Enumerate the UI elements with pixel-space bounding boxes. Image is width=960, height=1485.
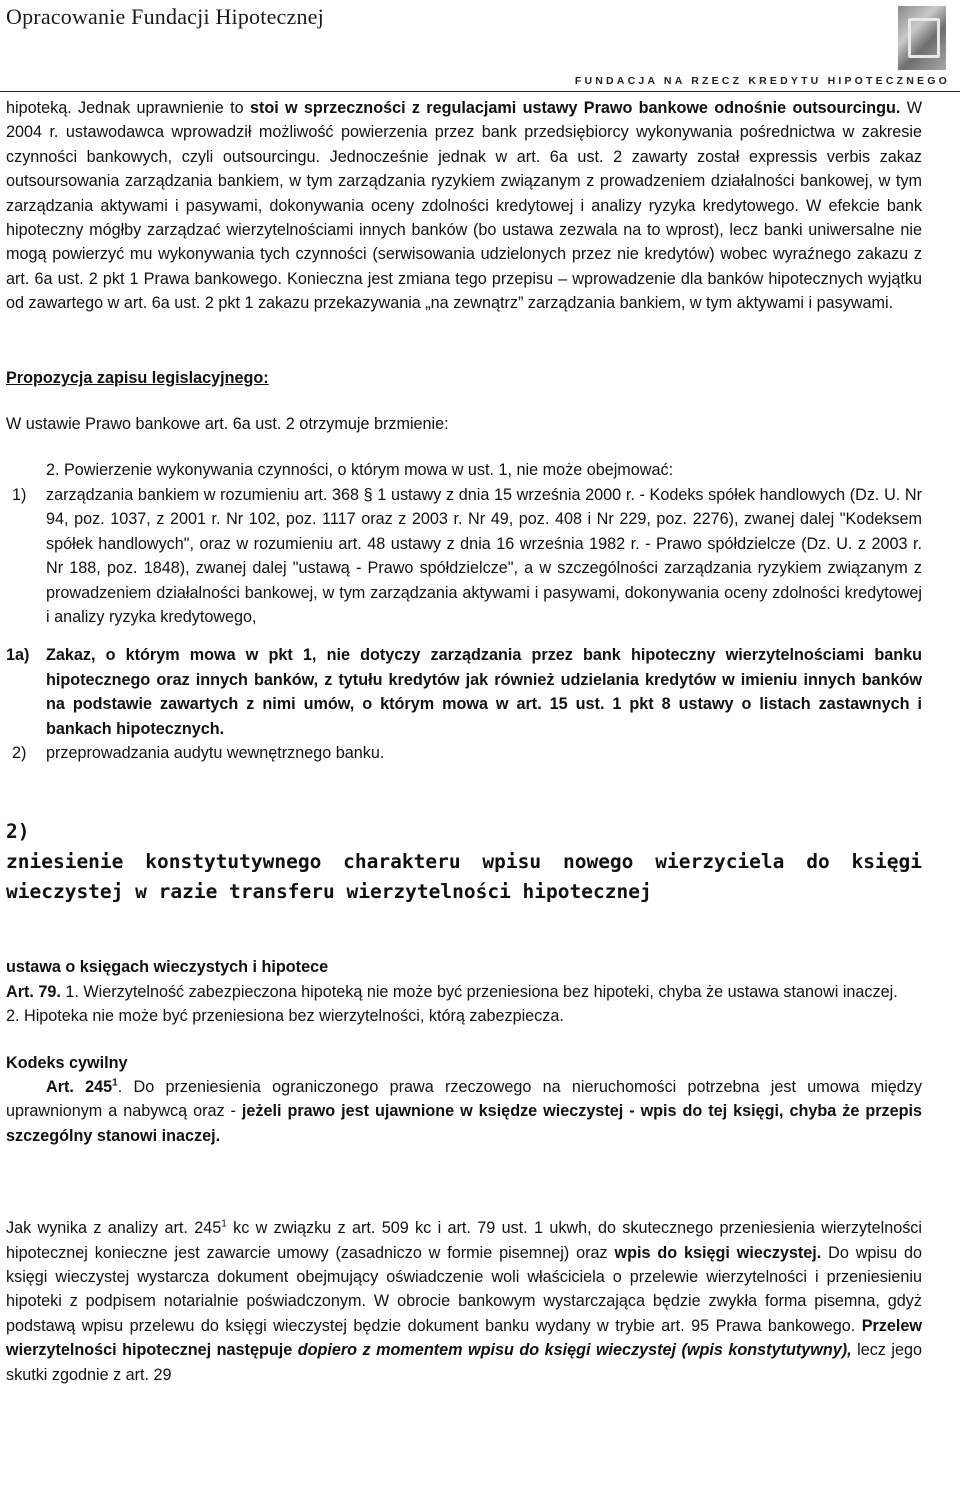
- foundation-name: FUNDACJA NA RZECZ KREDYTU HIPOTECZNEGO: [574, 75, 950, 87]
- bold-text: stoi w sprzeczności z regulacjami ustawy Prawo bankowe odnośnie outsourcingu.: [249, 99, 901, 117]
- list-intro: 2. Powierzenie wykonywania czynności, o którym mowa w ust. 1, nie może obejmować:: [46, 461, 674, 480]
- kw-point2: 2. Hipoteka nie może być przeniesiona bez wierzytelności, którą zabezpiecza.: [6, 1007, 564, 1026]
- paragraph-analysis: [6, 1216, 922, 1387]
- list-text: Zakaz, o którym mowa w pkt 1, nie dotyczy zarządzania przez bank hipoteczny wierzytelnościami banku hipotecznego oraz innych banków, z tytułu kredytów jak również udzielania kredytów w imieniu innych banków na podstawie zawartych z nimi umów, o którym mowa w art. 15 ust. 1 pkt 8 ustawy o listach zastawnych i bankach hipotecznych.: [46, 646, 922, 738]
- text: W 2004 r. ustawodawca wprowadził możliwość powierzenia przez bank przedsiębiorcy wykonywania pośrednictwa w zakresie czynności bankowych, czyli outsourcingu. Jednocześnie jednak w art. 6a ust. 2 zawarty został expressis verbis zakaz outsoursowania zarządzania bankiem, w tym zarządzania ryzykiem związanym z prowadzeniem działalności bankowej, w tym zarządzania aktywami i pasywami, dokonywania oceny zdolności kredytowej i analizy ryzyka kredytowego. W efekcie bank hipoteczny mógłby zarządzać wierzytelnościami innych banków (bo ustawa zezwala na to wprost), lecz banki uniwersalne nie mogą powierzyć mu wykonywania tych czynności (serwisowania udzielonych przez nie kredytów) wobec wyraźnego zakazu z art. 6a ust. 2 pkt 1 Prawa bankowego. Konieczna jest zmiana tego przepisu – wprowadzenie dla banków hipotecznych wyjątku od zawartego w art. 6a ust. 2 pkt 1 zakazu przekazywania „na zewnątrz” zarządzania bankiem, w tym aktywami i pasywami.: [6, 99, 922, 313]
- text: kc w związku z art. 509 kc i art. 79 ust. 1 ukwh, do skutecznego przeniesienia wierzytelności hipotecznej konieczne jest zawarcie umowy (zasadniczo w formie pisemnej) oraz: [6, 1219, 922, 1262]
- list-number: 1): [12, 485, 27, 504]
- list-number: 2): [12, 743, 27, 762]
- art-label: Art. 79.: [6, 982, 61, 1001]
- bold-text: Przelew wierzytelności hipotecznej następuje: [6, 1316, 922, 1360]
- list-item: [6, 643, 922, 741]
- proposal-heading: Propozycja zapisu legislacyjnego:: [6, 368, 269, 387]
- text: lecz jego skutki zgodnie z art. 29: [6, 1341, 922, 1384]
- text: hipoteką. Jednak uprawnienie to: [6, 99, 250, 117]
- list-item: [6, 741, 922, 765]
- header-rule: [0, 91, 960, 92]
- text: Jak wynika z analizy art. 245: [6, 1219, 222, 1238]
- kc-art245: [6, 1075, 922, 1148]
- document-body: [6, 96, 922, 1387]
- bold-text: jeżeli prawo jest ujawnione w księdze wieczystej - wpis do tej księgi, chyba że przepis szczególny stanowi inaczej.: [6, 1102, 923, 1145]
- section-title: zniesienie konstytutywnego charakteru wpisu nowego wierzyciela do księgi wieczystej w razie transferu wierzytelności hipotecznej: [6, 850, 922, 904]
- paragraph-outsourcing: [6, 96, 922, 316]
- list-number: 1a): [6, 646, 30, 665]
- proposal-intro: W ustawie Prawo bankowe art. 6a ust. 2 otrzymuje brzmienie:: [6, 415, 449, 434]
- text: . Do przeniesienia ograniczonego prawa rzeczowego na nieruchomości potrzebna jest umowa między uprawnionym a nabywcą oraz -: [6, 1077, 922, 1121]
- text: 1. Wierzytelność zabezpieczona hipoteką nie może być przeniesiona bez hipoteki, chyba że ustawa stanowi inaczej.: [60, 982, 898, 1001]
- kw-art79: [6, 980, 922, 1004]
- foundation-logo: [898, 6, 946, 70]
- list-item: [6, 483, 922, 629]
- section-number: 2): [6, 820, 30, 844]
- list-text: przeprowadzania audytu wewnętrznego banku.: [46, 743, 385, 762]
- kc-heading: Kodeks cywilny: [6, 1053, 128, 1072]
- superscript: 1: [112, 1077, 118, 1089]
- art-label: Art. 245: [46, 1077, 113, 1096]
- header-title: Opracowanie Fundacji Hipotecznej: [6, 4, 324, 29]
- bold-italic-text: dopiero z momentem wpisu do księgi wieczystej (wpis konstytutywny),: [297, 1341, 852, 1360]
- kw-heading: ustawa o księgach wieczystych i hipotece: [6, 958, 329, 977]
- text: Do wpisu do księgi wieczystej wystarcza dokument obejmujący oświadczenie woli właściciela o przelewie wierzytelności i przeniesieniu hipoteki z podpisem notarialnie poświadczonym. W obrocie bankowym wystarczająca będzie zwykła forma pisemna, gdyż podstawą wpisu przelewu do księgi wieczystej będzie dokument banku wydany w trybie art. 95 Prawa bankowego.: [6, 1243, 922, 1335]
- superscript: 1: [221, 1218, 227, 1230]
- list-text: zarządzania bankiem w rozumieniu art. 368 § 1 ustawy z dnia 15 września 2000 r. - Kodeks spółek handlowych (Dz. U. Nr 94, poz. 1037, z 2001 r. Nr 102, poz. 1117 oraz z 2003 r. Nr 49, poz. 408 i Nr 229, poz. 2276), zwanej dalej "Kodeksem spółek handlowych", oraz w rozumieniu art. 48 ustawy z dnia 16 września 1982 r. - Prawo spółdzielcze (Dz. U. z 2003 r. Nr 188, poz. 1848), zwanej dalej "ustawą - Prawo spółdzielcze", a w szczególności zarządzania ryzykiem związanym z prowadzeniem działalności bankowej, w tym zarządzania aktywami i pasywami, dokonywania oceny zdolności kredytowej i analizy ryzyka kredytowego,: [46, 485, 922, 626]
- bold-text: wpis do księgi wieczystej.: [614, 1243, 822, 1262]
